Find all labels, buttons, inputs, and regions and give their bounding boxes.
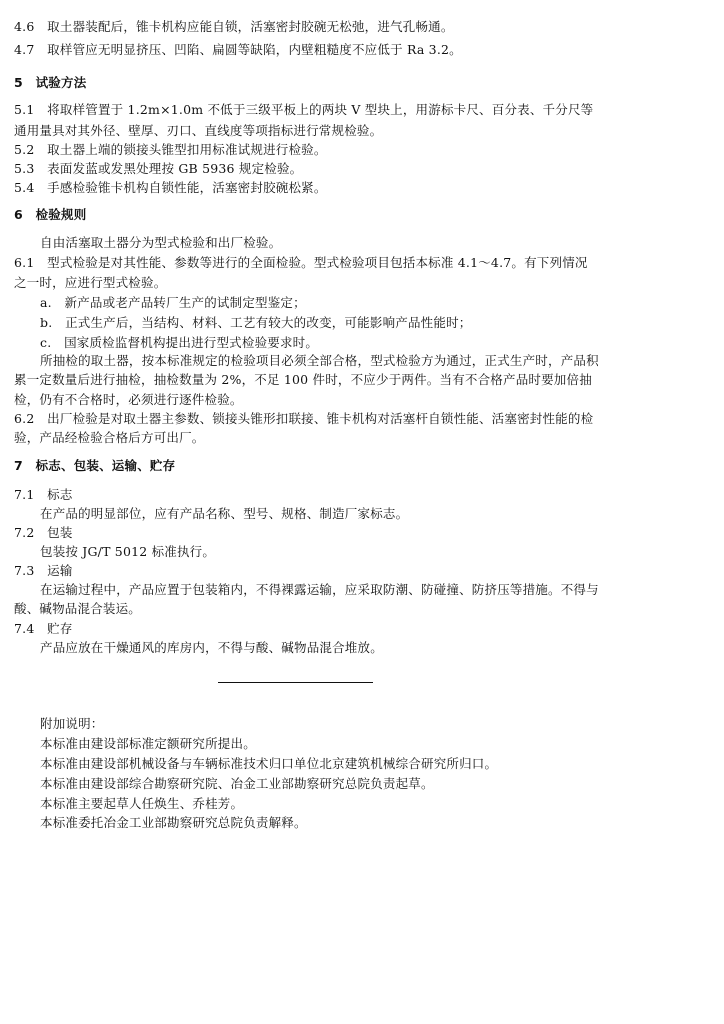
clause-5-2: 5.2 取土器上端的锁接头锥型扣用标准试规进行检验。 <box>14 142 327 157</box>
clause-7-1-title: 7.1 标志 <box>14 487 73 502</box>
clause-6-2-line2: 验，产品经检验合格后方可出厂。 <box>14 430 205 445</box>
clause-5-1-line1: 5.1 将取样管置于 1.2m×1.0m 不低于三级平板上的两块 V 型块上，用游标卡尺、百分表、千分尺等 <box>14 102 594 117</box>
clause-4-7: 4.7 取样管应无明显挤压、凹陷、扁圆等缺陷，内壁粗糙度不应低于 Ra 3.2。 <box>14 42 462 57</box>
clause-7-2-title: 7.2 包装 <box>14 525 73 540</box>
clause-6-2-line1: 6.2 出厂检验是对取土器主参数、锁接头锥形扣联接、锥卡机构对活塞杆自锁性能、活塞密封性能的检 <box>14 411 594 426</box>
sampling-para-line2: 累一定数量后进行抽检，抽检数量为 2%，不足 100 件时，不应少于两件。当有不合格产品时要加倍抽 <box>14 372 592 387</box>
appendix-heading: 附加说明： <box>40 716 104 731</box>
appendix-line-5: 本标准委托冶金工业部勘察研究总院负责解释。 <box>40 815 307 830</box>
clause-7-2-body: 包装按 JG/T 5012 标准执行。 <box>40 544 216 559</box>
appendix-line-1: 本标准由建设部标准定额研究所提出。 <box>40 736 256 751</box>
appendix-line-4: 本标准主要起草人任焕生、乔桂芳。 <box>40 796 244 811</box>
clause-7-3-body-line2: 酸、碱物品混合装运。 <box>14 601 142 616</box>
clause-6-1-line2: 之一时，应进行型式检验。 <box>14 275 167 290</box>
clause-7-1-body: 在产品的明显部位，应有产品名称、型号、规格、制造厂家标志。 <box>40 506 409 521</box>
clause-6-1-line1: 6.1 型式检验是对其性能、参数等进行的全面检验。型式检验项目包括本标准 4.1～4.7。有下列情况 <box>14 255 588 270</box>
list-item-c: c. 国家质检监督机构提出进行型式检验要求时。 <box>40 335 319 350</box>
clause-7-4-title: 7.4 贮存 <box>14 621 73 636</box>
clause-7-3-title: 7.3 运输 <box>14 563 73 578</box>
list-item-b: b. 正式生产后，当结构、材料、工艺有较大的改变，可能影响产品性能时； <box>40 315 472 330</box>
clause-7-3-body-line1: 在运输过程中，产品应置于包装箱内，不得裸露运输，应采取防潮、防碰撞、防挤压等措施。不得与 <box>40 582 599 597</box>
section-7-heading: 7 标志、包装、运输、贮存 <box>14 458 176 473</box>
appendix-line-3: 本标准由建设部综合勘察研究院、冶金工业部勘察研究总院负责起草。 <box>40 776 434 791</box>
clause-7-4-body: 产品应放在干燥通风的库房内，不得与酸、碱物品混合堆放。 <box>40 640 383 655</box>
section-5-heading: 5 试验方法 <box>14 75 87 90</box>
clause-4-6: 4.6 取土器装配后，锥卡机构应能自锁，活塞密封胶碗无松弛，进气孔畅通。 <box>14 19 454 34</box>
section-6-heading: 6 检验规则 <box>14 207 87 222</box>
clause-5-1-line2: 通用量具对其外径、壁厚、刃口、直线度等项指标进行常规检验。 <box>14 123 383 138</box>
sampling-para-line1: 所抽检的取土器，按本标准规定的检验项目必须全部合格，型式检验方为通过，正式生产时，产品积 <box>40 353 599 368</box>
list-item-a: a. 新产品或老产品转厂生产的试制定型鉴定； <box>40 295 306 310</box>
section-6-intro: 自由活塞取土器分为型式检验和出厂检验。 <box>40 235 282 250</box>
sampling-para-line3: 检，仍有不合格时，必须进行逐件检验。 <box>14 392 243 407</box>
end-rule <box>218 682 373 683</box>
clause-5-4: 5.4 手感检验锥卡机构自锁性能，活塞密封胶碗松紧。 <box>14 180 327 195</box>
clause-5-3: 5.3 表面发蓝或发黑处理按 GB 5936 规定检验。 <box>14 161 303 176</box>
appendix-line-2: 本标准由建设部机械设备与车辆标准技术归口单位北京建筑机械综合研究所归口。 <box>40 756 498 771</box>
